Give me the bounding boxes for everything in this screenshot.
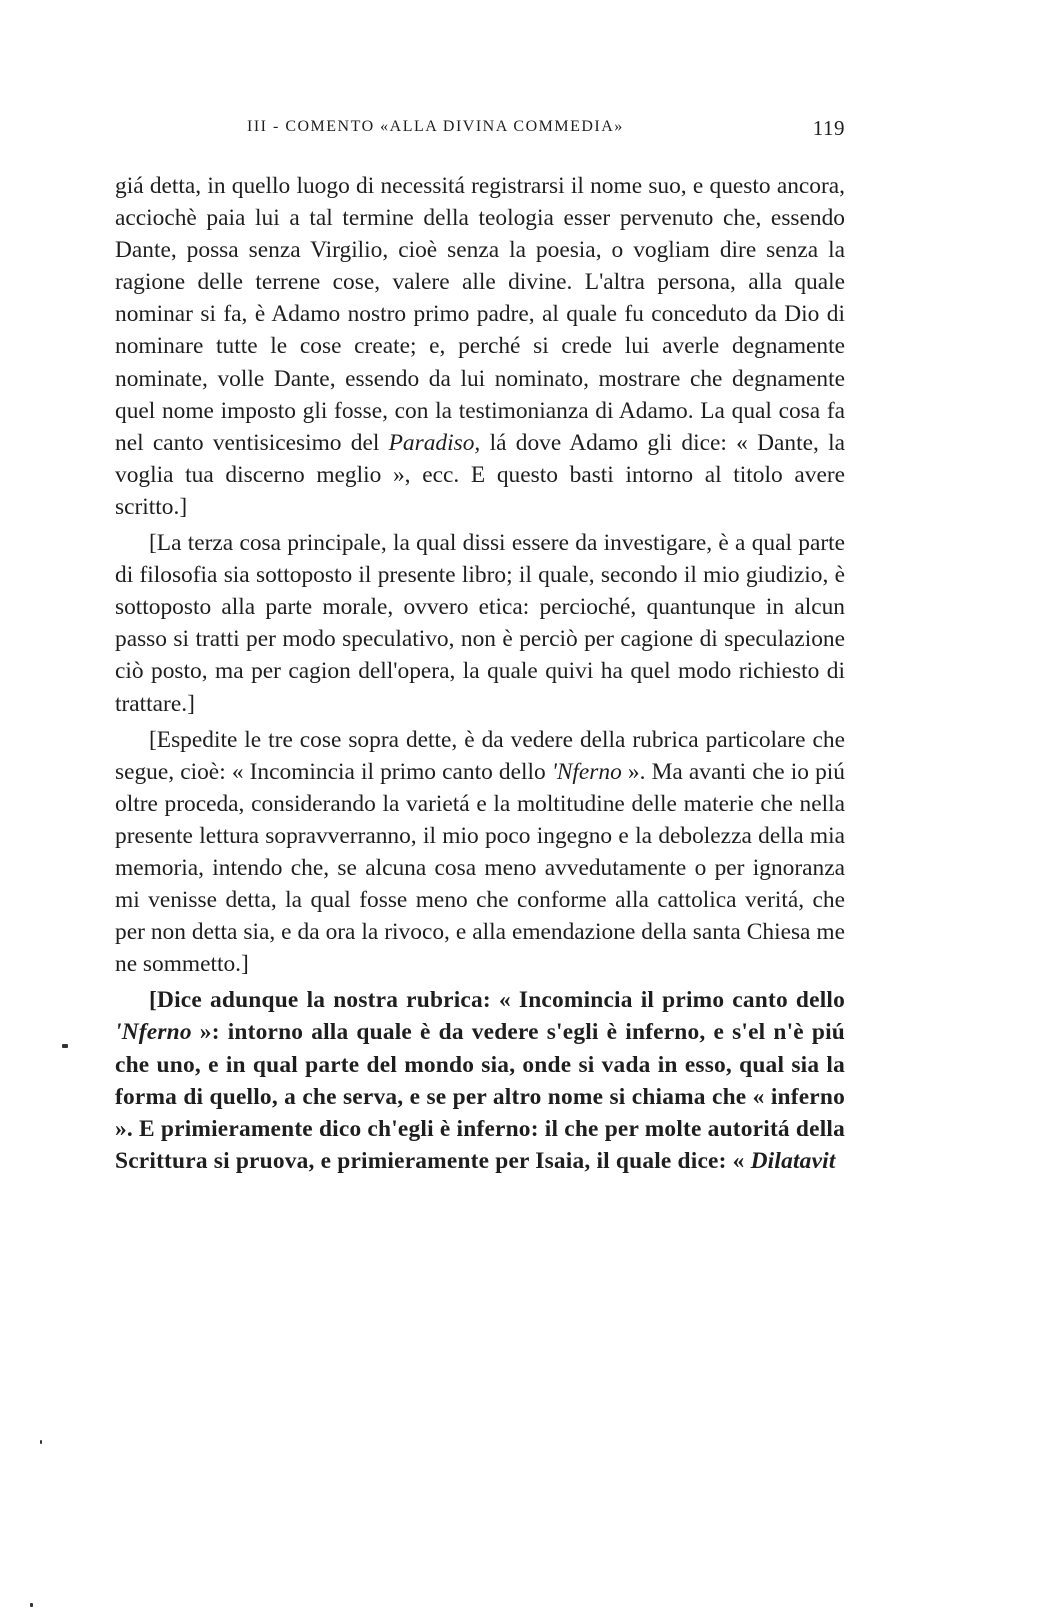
paragraph-1-text: giá detta, in quello luogo di necessitá registrarsi il nome suo, e questo ancora, acciochè paia lui a tal termine della teologia esser pervenuto che, essendo Dante, possa senza Virgilio, cioè senza la poesia, o vogliam dire senza la ragione delle terrene cose, valere alle divine. L'altra persona, alla quale nominar si fa, è Adamo nostro primo padre, al quale fu conceduto da Dio di nominare tutte le cose create; e, perché si crede lui averle degnamente nominate, volle Dante, essendo da lui nominato, mostrare che degnamente quel nome imposto gli fosse, con la testimonianza di Adamo. La qual cosa fa nel canto ventisicesimo del	[115, 173, 845, 456]
scan-speck	[30, 1603, 33, 1607]
paragraph-4-text-2: »: intorno alla quale è da vedere s'egli è inferno, e s'el n'è piú che uno, e in qual parte del mondo sia, onde si vada in esso, qual sia la forma di quello, a che serva, e se per altro nome si chiama che « inferno ». E primieramente dico ch'egli è inferno: il che per molte autoritá della Scrittura si pruova, e primieramente per Isaia, il quale dice: «	[115, 1019, 845, 1174]
paragraph-2	[115, 527, 845, 720]
paragraph-4-italic-2: Dilatavit	[750, 1147, 836, 1174]
paragraph-3	[115, 724, 845, 981]
paragraph-1-italic: Paradiso,	[388, 429, 481, 456]
paragraph-4	[115, 984, 845, 1177]
paragraph-3-text: [Espedite le tre cose sopra dette, è da vedere della rubrica particolare che segue, cioè: « Incomincia il primo canto dello	[115, 726, 845, 785]
paragraph-4-text: [Dice adunque la nostra rubrica: « Incomincia il primo canto dello	[149, 987, 845, 1014]
body-text	[115, 170, 845, 1177]
paragraph-1	[115, 170, 845, 523]
scan-speck	[40, 1440, 42, 1444]
scan-speck	[62, 1044, 68, 1048]
paragraph-3-text-2: ». Ma avanti che io piú oltre proceda, considerando la varietá e la moltitudine delle materie che nella presente lettura sopravverranno, il mio poco ingegno e la debolezza della mia memoria, intendo che, se alcuna cosa meno avvedutamente o per ignoranza mi venisse detta, la qual fosse meno che conforme alla cattolica veritá, che per non detta sia, e da ora la rivoco, e alla emendazione della santa Chiesa me ne sommetto.]	[115, 758, 845, 978]
page-number: 119	[812, 116, 845, 140]
running-head	[115, 118, 845, 148]
paragraph-4-italic: 'Nferno	[115, 1019, 192, 1046]
paragraph-3-italic: 'Nferno	[551, 758, 622, 785]
running-head-title: III - COMENTO «ALLA DIVINA COMMEDIA»	[247, 118, 624, 135]
paragraph-2-text: [La terza cosa principale, la qual dissi essere da investigare, è a qual parte di filosofia sia sottoposto il presente libro; il quale, secondo il mio giudizio, è sottoposto alla parte morale, ovvero etica: percioché, quantunque in alcun passo si tratti per modo speculativo, non è perciò per cagione di speculazione ciò posto, ma per cagion dell'opera, la quale quivi ha quel modo richiesto di trattare.]	[115, 530, 845, 717]
paragraph-1-text-2: lá dove Adamo gli dice: « Dante, la voglia tua discerno meglio », ecc. E questo basti intorno al titolo avere scritto.]	[115, 429, 845, 520]
